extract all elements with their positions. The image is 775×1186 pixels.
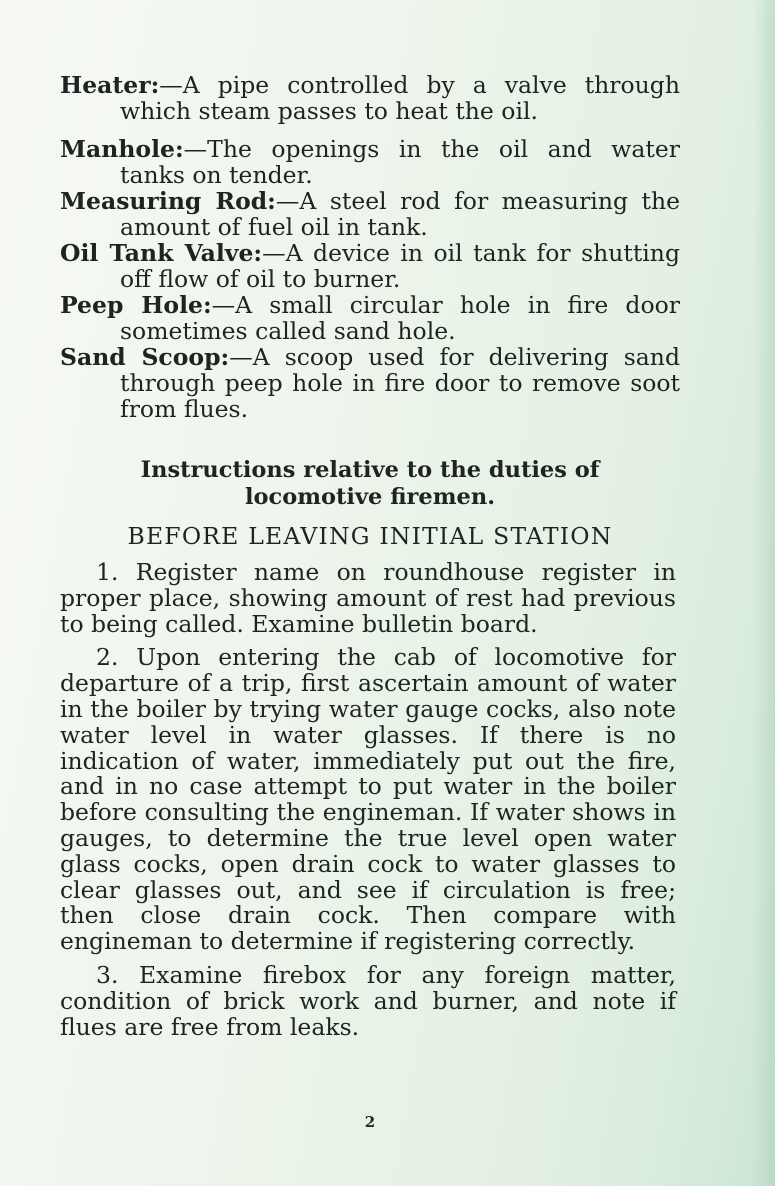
section-heading: BEFORE LEAVING INITIAL STATION: [127, 522, 613, 550]
glossary-entry-sand-scoop: [60, 344, 680, 422]
instruction-paragraph-1: 1. Register name on roundhouse register in proper place, showing amount of rest had previous to being called. Examine bulletin board.: [60, 558, 676, 638]
glossary-entry-measuring-rod: [60, 188, 680, 240]
glossary-definition: —A steel rod for measuring the amount of fuel oil in tank.: [120, 187, 680, 241]
glossary-definition: —A device in oil tank for shutting off flow of oil to burner.: [120, 239, 680, 293]
glossary-entry-manhole: [60, 136, 680, 188]
glossary-term: Sand Scoop:: [60, 343, 230, 371]
instruction-paragraph-2: 2. Upon entering the cab of locomotive for departure of a trip, first ascertain amount of water in the boiler by trying water gauge cocks, also note water level in water glasses. If there is no indication of water, immediately put out the fire, and in no case attempt to put water in the boiler before consulting the engineman. If water shows in gauges, to determine the true level open water glass cocks, open drain cock to water glasses to clear glasses out, and see if circulation is free; then close drain cock. Then compare with engineman to determine if registering correctly.: [60, 643, 676, 956]
glossary-definition: —A small circular hole in fire door sometimes called sand hole.: [120, 291, 680, 345]
glossary-term: Manhole:: [60, 135, 184, 163]
glossary-definition: —The openings in the oil and water tanks on tender.: [120, 135, 680, 189]
glossary-term: Measuring Rod:: [60, 187, 276, 215]
glossary-term: Peep Hole:: [60, 291, 212, 319]
page-number: 2: [364, 1113, 376, 1131]
glossary-definition: —A scoop used for delivering sand through peep hole in fire door to remove soot from flues.: [120, 343, 680, 423]
glossary-entry-heater: [60, 72, 680, 124]
instructions-body: [60, 560, 676, 1048]
instructions-heading: Instructions relative to the duties of locomotive firemen.: [140, 457, 600, 510]
glossary-list: [60, 72, 680, 422]
glossary-entry-oil-tank-valve: [60, 240, 680, 292]
glossary-entry-peep-hole: [60, 292, 680, 344]
instruction-paragraph-3: 3. Examine firebox for any foreign matter, condition of brick work and burner, and note if flues are free from leaks.: [60, 960, 676, 1041]
glossary-term: Heater:: [60, 71, 160, 99]
page-edge-shadow: [753, 0, 775, 1186]
glossary-definition: —A pipe controlled by a valve through which steam passes to heat the oil.: [120, 71, 680, 125]
glossary-term: Oil Tank Valve:: [60, 239, 263, 267]
